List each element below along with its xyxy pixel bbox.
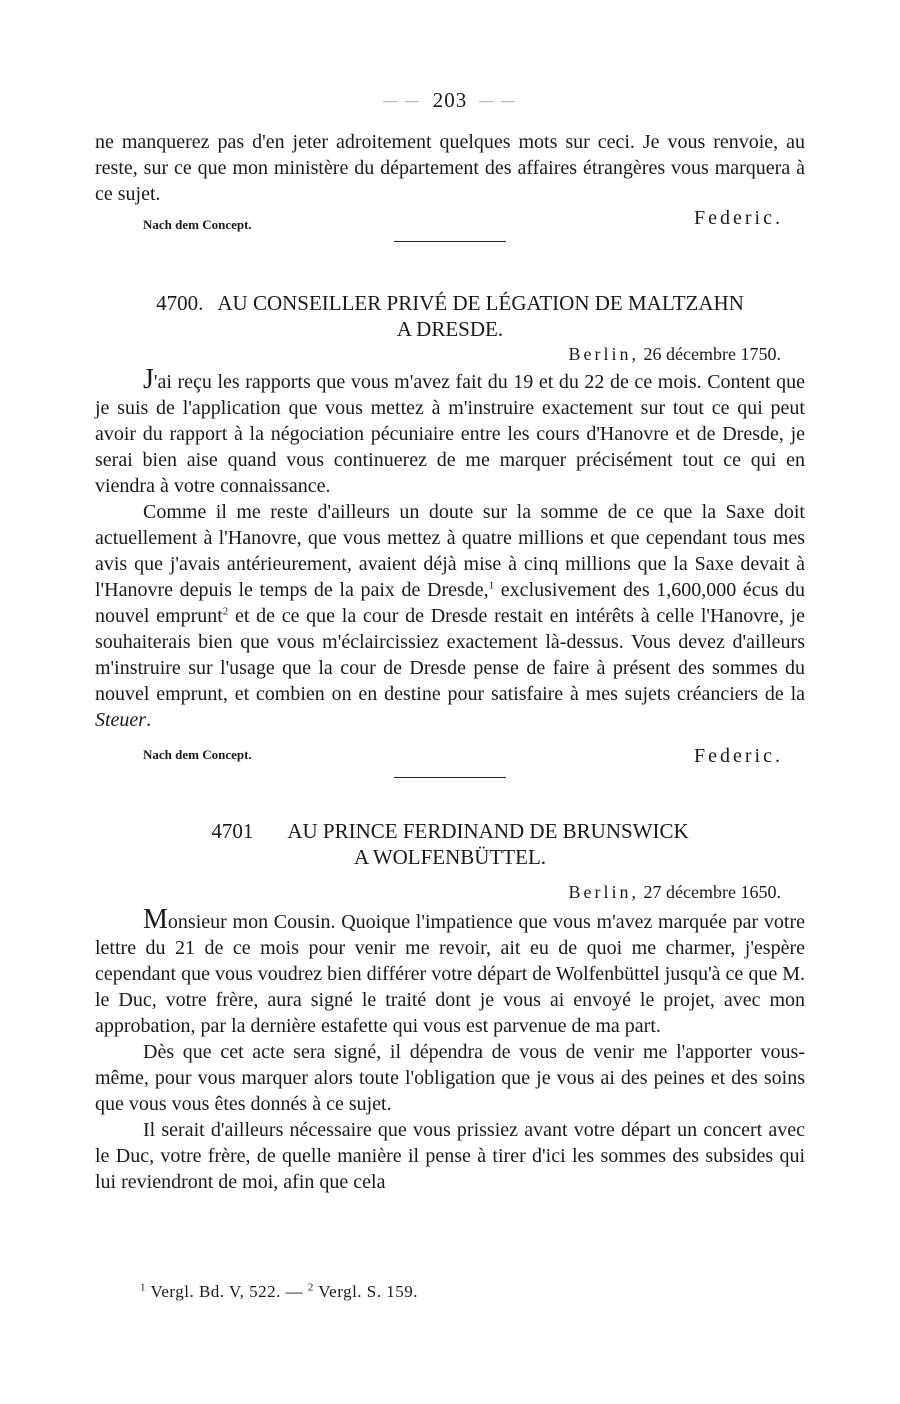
letter-paragraph: [95, 499, 805, 733]
letter-destination: A DRESDE.: [396, 317, 504, 341]
footnote-mark: 2: [222, 605, 229, 618]
footnotes: [140, 1282, 418, 1302]
footnote-text: Vergl. S. 159.: [313, 1282, 418, 1301]
date-place: Berlin,: [568, 882, 640, 902]
closing-block: [95, 207, 805, 241]
section-divider: [394, 777, 506, 778]
letter-date: [95, 344, 781, 365]
date-text: 26 décembre 1750.: [643, 344, 781, 364]
continued-paragraph: ne manquerez pas d'en jeter adroitement quelques mots sur ceci. Je vous renvoie, au reste, sur ce que mon ministère du département des affaires étrangères vous marquera à ce sujet.: [95, 131, 805, 205]
letter-paragraph: [95, 364, 805, 499]
letter-destination: A WOLFENBÜTTEL.: [353, 845, 547, 869]
letter-heading: [95, 290, 805, 342]
footnote-mark: 1: [140, 1281, 146, 1294]
signature: Federic.: [694, 207, 783, 229]
footnote-mark: 2: [307, 1281, 314, 1294]
date-text: 27 décembre 1650.: [643, 882, 781, 902]
letter-number: 4700.: [156, 291, 204, 315]
letter-heading: [95, 818, 805, 870]
source-note: Nach dem Concept.: [143, 217, 252, 232]
letter-addressee: AU CONSEILLER PRIVÉ DE LÉGATION DE MALTZAHN: [217, 291, 744, 315]
document-page: [95, 88, 805, 1195]
header-ornament-right: — —: [479, 94, 517, 110]
closing-block: [95, 733, 805, 777]
signature: Federic.: [694, 745, 783, 767]
header-ornament-left: — —: [383, 94, 421, 110]
paragraph-text: Comme il me reste d'ailleurs un doute sur la somme de ce que la Saxe doit actuellement à l'Hanovre, que vous mettez à quatre millions et que cependant tous mes avis que j'avais antérieurement, avaient déjà mise à cinq millions que la Saxe devait à l'Hanovre depuis le temps de la paix de Dresde,: [95, 501, 805, 601]
paragraph-text: et de ce que la cour de Dresde restait en intérêts à celle l'Hanovre, je souhaiterais bien que vous m'éclaircissiez exactement là-dessus. Vous devez d'ailleurs m'instruire sur l'usage que la cour de Dresde pense de faire à présent des sommes du nouvel emprunt, et combien on en destine pour satisfaire à mes sujets créanciers de la: [95, 605, 805, 705]
paragraph-text: .: [146, 709, 152, 731]
source-note: Nach dem Concept.: [143, 747, 252, 762]
paragraph-text: 'ai reçu les rapports que vous m'avez fait du 19 et du 22 de ce mois. Content que je suis de l'application que vous mettez à m'instruire exactement sur tout ce qui peut avoir du rapport à la négociation pécuniaire entre les cours d'Hanovre et de Dresde, je serai bien aise quand vous continuerez de me marquer précisément tout ce qui en viendra à votre connaissance.: [95, 371, 805, 497]
letter-paragraph: [95, 904, 805, 1039]
letter-date: [95, 882, 781, 903]
section-divider: [394, 241, 506, 242]
letter-paragraph: Dès que cet acte sera signé, il dépendra de vous de venir me l'apporter vous-même, pour vous marquer alors toute l'obligation que je vous ai des peines et des soins que vous vous êtes donnés à ce sujet.: [95, 1041, 805, 1115]
date-place: Berlin,: [568, 344, 640, 364]
paragraph-text: onsieur mon Cousin. Quoique l'impatience que vous m'avez marquée par votre lettre du 21 de ce mois pour venir me revoir, ait eu de quoi me charmer, j'espère cependant que vous voudrez bien différer votre départ de Wolfenbüttel jusqu'à ce que M. le Duc, votre frère, aura signé le traité dont je vous ai envoyé le projet, avec mon approbation, par la dernière estafette qui vous est parvenue de ma part.: [95, 911, 805, 1037]
letter-paragraph: Il serait d'ailleurs nécessaire que vous prissiez avant votre départ un concert avec le Duc, votre frère, de quelle manière il pense à tirer d'ici les sommes des subsides qui lui reviendront de moi, afin que cela: [95, 1119, 805, 1193]
page-header: [95, 88, 805, 113]
initial-letter: J: [143, 364, 154, 395]
letter-addressee: AU PRINCE FERDINAND DE BRUNSWICK: [287, 819, 689, 843]
footnote-mark: 1: [488, 579, 495, 592]
paragraph-text: exclusivement des 1,600,000 écus du nouvel emprunt: [95, 579, 806, 627]
page-number: 203: [432, 88, 468, 112]
emphasized-word: Steuer: [95, 709, 147, 731]
initial-letter: M: [143, 904, 168, 935]
footnote-text: Vergl. Bd. V, 522. —: [146, 1282, 308, 1301]
letter-number: 4701: [211, 819, 254, 843]
